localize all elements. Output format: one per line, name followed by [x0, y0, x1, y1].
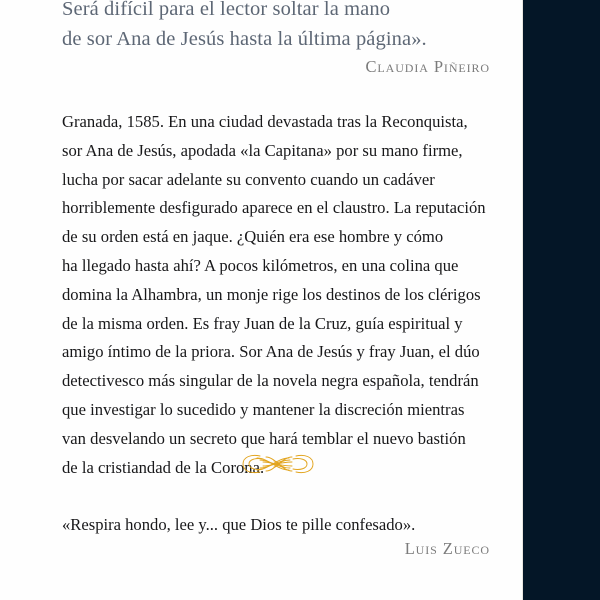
bottom-endorsement-quote: «Respira hondo, lee y... que Dios te pille confesado».	[62, 515, 416, 534]
synopsis-line: lucha por sacar adelante su convento cuando un cadáver	[62, 169, 435, 189]
synopsis-line: sor Ana de Jesús, apodada «la Capitana» por su mano firme,	[62, 140, 463, 160]
synopsis-line: de la misma orden. Es fray Juan de la Cruz, guía espiritual y	[62, 313, 463, 333]
synopsis-line: Granada, 1585. En una ciudad devastada tras la Reconquista,	[62, 112, 468, 131]
synopsis-line: detectivesco más singular de la novela negra española, tendrán	[62, 371, 479, 391]
cover-content-column	[62, 0, 502, 600]
interlaced-knot-ornament-icon	[240, 449, 316, 479]
synopsis-line: de la cristiandad de la Corona.	[62, 457, 265, 477]
synopsis-line: domina la Alhambra, un monje rige los destinos de los clérigos	[62, 284, 481, 304]
synopsis-line: horriblemente desfigurado aparece en el claustro. La reputación	[62, 198, 486, 218]
synopsis-paragraph	[62, 108, 500, 482]
top-endorsement-line: de sor Ana de Jesús hasta la última página».	[62, 28, 427, 50]
top-endorsement-line: Será difícil para el lector soltar la mano	[62, 0, 391, 20]
bottom-endorsement-attribution: Luis Zueco	[404, 539, 490, 558]
synopsis-line: ha llegado hasta ahí? A pocos kilómetros, en una colina que	[62, 255, 459, 275]
synopsis-line: amigo íntimo de la priora. Sor Ana de Jesús y fray Juan, el dúo	[62, 342, 480, 362]
top-endorsement-attribution: Claudia Piñeiro	[365, 57, 490, 76]
synopsis-line: que investigar lo sucedido y mantener la discreción mientras	[62, 399, 465, 419]
synopsis-line: de su orden está en jaque. ¿Quién era ese hombre y cómo	[62, 227, 444, 247]
top-endorsement-quote	[62, 0, 494, 54]
spine-strip	[523, 0, 600, 600]
synopsis-line: van desvelando un secreto que hará temblar el nuevo bastión	[62, 428, 466, 448]
